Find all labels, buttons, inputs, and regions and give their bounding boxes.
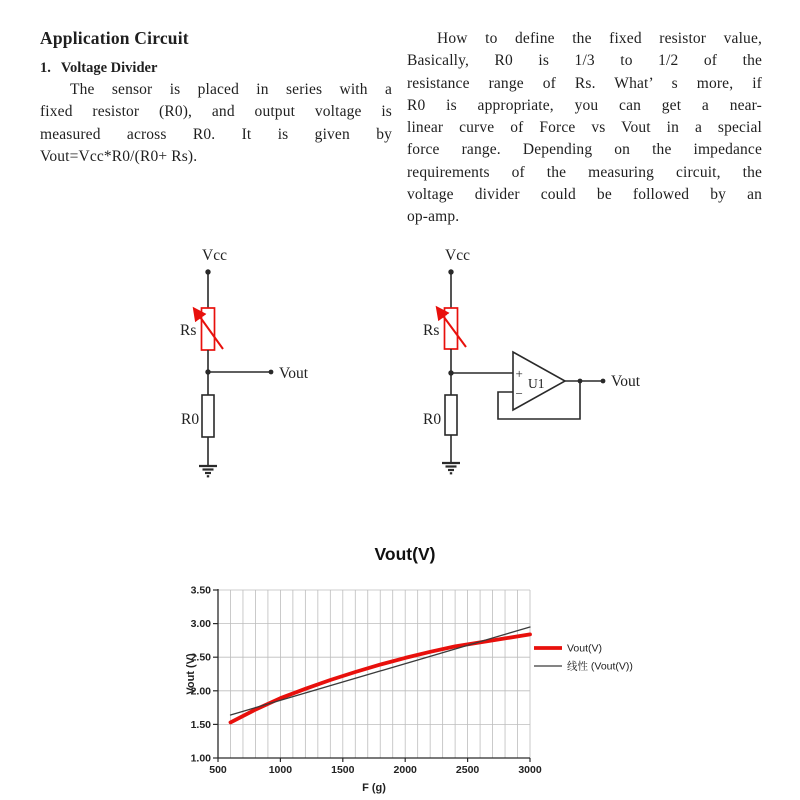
x-tick-label: 1500 (331, 764, 355, 776)
voltage-divider-circuit (180, 247, 309, 476)
text-line: fixed resistor (R0), and output voltage is (40, 103, 392, 121)
vout-node-dot (269, 370, 274, 375)
noninverting-input-label: + (515, 366, 523, 381)
section-heading: Application Circuit (40, 28, 189, 48)
r0-label: R0 (181, 411, 200, 428)
y-tick-label: 2.50 (190, 651, 211, 664)
y-tick-label: 1.00 (190, 752, 211, 765)
text-line: op-amp. (407, 208, 460, 226)
text-line: measured across R0. It is given by (40, 125, 392, 143)
resistor-r0-icon (445, 395, 457, 435)
opamp-symbol (513, 352, 565, 410)
text-line: How to define the fixed resistor value, (437, 30, 762, 47)
vcc-label: Vcc (445, 247, 470, 264)
vout-label: Vout (611, 373, 641, 390)
vcc-label: Vcc (202, 247, 227, 264)
left-column (40, 28, 392, 168)
x-tick-label: 2000 (393, 764, 417, 776)
subsection-title: Voltage Divider (60, 60, 158, 76)
x-tick-label: 2500 (455, 764, 480, 776)
variable-resistor-rs-icon (195, 308, 223, 350)
vout-label: Vout (279, 365, 309, 382)
x-axis-label: F (g) (362, 782, 386, 794)
text-line: voltage divider could be followed by an (407, 186, 762, 204)
legend-label-1: 线性 (Vout(V)) (567, 660, 633, 673)
text-line: The sensor is placed in series with a (70, 81, 392, 98)
legend-label-0: Vout(V) (567, 642, 603, 655)
ground-icon (199, 466, 217, 476)
opamp-ref-label: U1 (528, 376, 545, 391)
chart-title: Vout(V) (374, 544, 436, 564)
vout-node-dot (601, 379, 606, 384)
text-line: resistance range of Rs. What’ s more, if (407, 74, 762, 92)
text-line: requirements of the measuring circuit, the (407, 163, 762, 181)
resistor-r0-icon (202, 395, 214, 437)
subsection-heading (40, 60, 392, 77)
text-line: Basically, R0 is 1/3 to 1/2 of the (407, 52, 762, 70)
variable-resistor-rs-icon (438, 308, 466, 349)
text-line: linear curve of Force vs Vout in a special (407, 119, 762, 137)
y-tick-label: 2.00 (190, 685, 211, 698)
r0-label: R0 (423, 411, 442, 428)
x-tick-label: 1000 (268, 764, 293, 776)
x-tick-label: 500 (209, 764, 227, 776)
inverting-input-label: − (515, 386, 523, 401)
circuit-diagrams (140, 238, 660, 490)
y-tick-label: 3.00 (190, 618, 211, 631)
x-tick-label: 3000 (518, 764, 542, 776)
text-line: Vout=Vcc*R0/(R0+ Rs). (40, 147, 198, 165)
text-line: force range. Depending on the impedance (407, 141, 762, 159)
force-vout-chart (140, 533, 680, 800)
text-line: R0 is appropriate, you can get a near- (407, 96, 762, 114)
y-axis-label: Vout (V) (185, 653, 197, 695)
y-tick-label: 3.50 (190, 584, 211, 597)
voltage-divider-opamp-circuit (423, 247, 641, 473)
y-tick-label: 1.50 (190, 718, 211, 731)
rs-label: Rs (180, 322, 197, 339)
ground-icon (442, 463, 460, 473)
right-paragraph (407, 28, 762, 229)
right-column (407, 28, 762, 229)
rs-label: Rs (423, 322, 440, 339)
subsection-number: 1. (40, 60, 51, 76)
left-paragraph (40, 79, 392, 168)
